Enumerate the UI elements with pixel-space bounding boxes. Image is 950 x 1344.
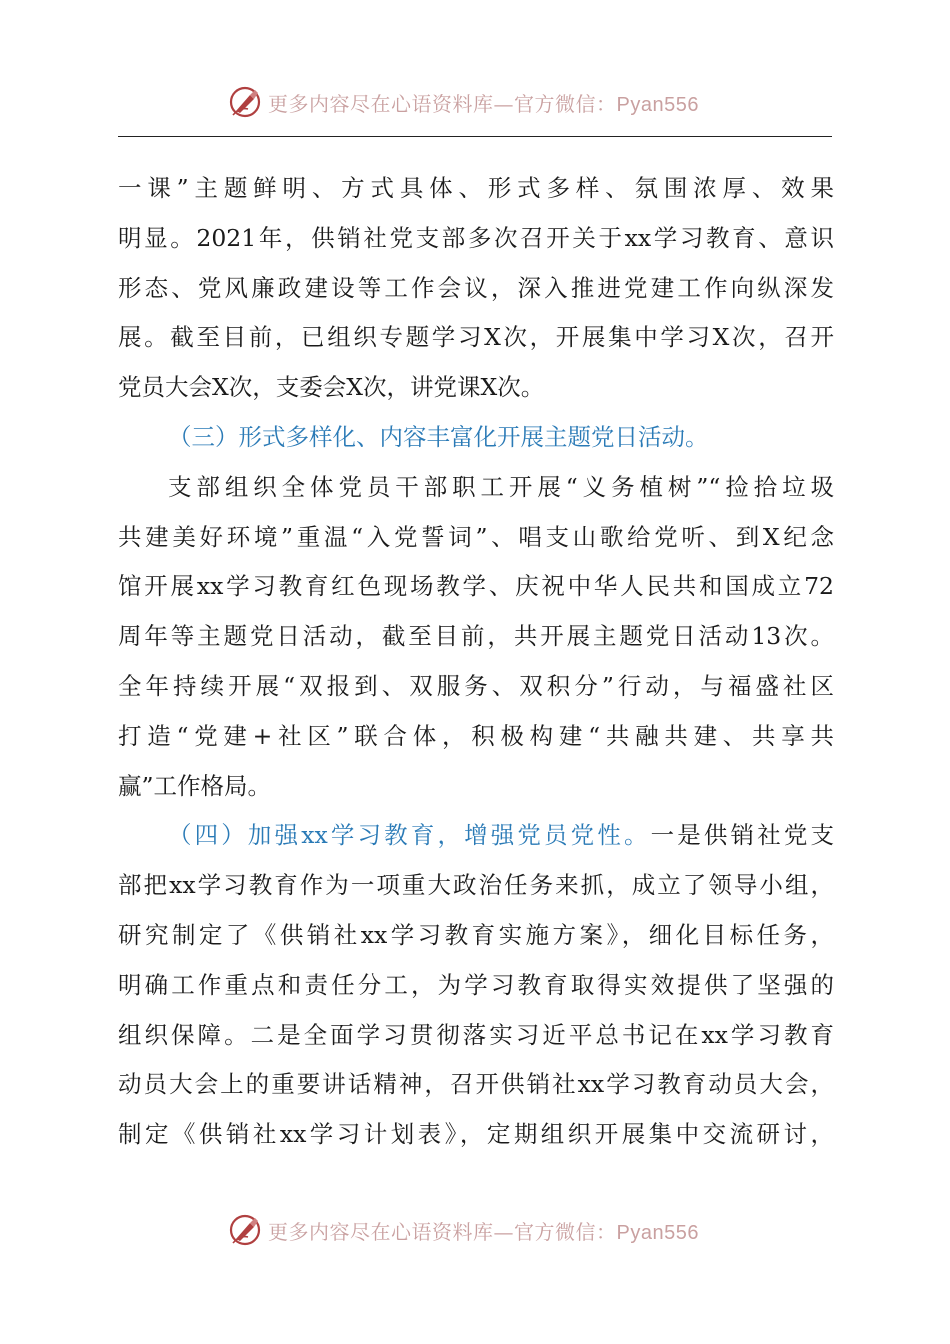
body-line: 制定《供销社xx学习计划表》，定期组织开展集中交流研讨， bbox=[118, 1120, 834, 1149]
footer-wechat-id: Pyan556 bbox=[616, 1221, 699, 1244]
header-banner bbox=[228, 82, 728, 122]
body-line: 部把xx学习教育作为一项重大政治任务来抓，成立了领导小组， bbox=[118, 871, 834, 900]
body-line: 组织保障。二是全面学习贯彻落实习近平总书记在xx学习教育 bbox=[118, 1020, 834, 1049]
body-line: 打造“党建+社区”联合体，积极构建“共融共建、共享共 bbox=[118, 721, 834, 750]
document-body bbox=[118, 164, 834, 1160]
body-line: 全年持续开展“双报到、双服务、双积分”行动，与福盛社区 bbox=[118, 671, 834, 700]
body-line: 展。截至目前，已组织专题学习X次，开展集中学习X次，召开 bbox=[118, 323, 834, 352]
header-wechat-id: Pyan556 bbox=[616, 93, 699, 116]
body-line: 明显。2021年，供销社党支部多次召开关于xx学习教育、意识 bbox=[118, 223, 834, 252]
body-line: 研究制定了《供销社xx学习教育实施方案》，细化目标任务， bbox=[118, 920, 834, 949]
body-line: 共建美好环境”重温“入党誓词”、唱支山歌给党听、到X纪念 bbox=[118, 522, 834, 551]
body-line: 明确工作重点和责任分工，为学习教育取得实效提供了坚强的 bbox=[118, 970, 834, 999]
body-line: 周年等主题党日活动，截至目前，共开展主题党日活动13次。 bbox=[118, 622, 834, 651]
header-banner-text: 更多内容尽在心语资料库—官方微信： bbox=[268, 91, 617, 116]
header-divider bbox=[118, 136, 832, 137]
section-heading-4: （四）加强xx学习教育，增强党员党性。 bbox=[168, 821, 651, 850]
body-line: 动员大会上的重要讲话精神，召开供销社xx学习教育动员大会， bbox=[118, 1070, 834, 1099]
pen-nib-logo-icon bbox=[228, 1213, 262, 1247]
section-heading-line bbox=[118, 811, 834, 861]
body-line: 党员大会X次，支委会X次，讲党课X次。 bbox=[118, 373, 545, 402]
body-line: 一课”主题鲜明、方式具体、形式多样、氛围浓厚、效果 bbox=[118, 174, 834, 202]
pen-nib-logo-icon bbox=[228, 85, 262, 119]
body-line: 形态、党风廉政建设等工作会议，深入推进党建工作向纵深发 bbox=[118, 273, 834, 302]
footer-banner-text: 更多内容尽在心语资料库—官方微信： bbox=[268, 1219, 617, 1244]
body-line: 馆开展xx学习教育红色现场教学、庆祝中华人民共和国成立72 bbox=[118, 572, 834, 601]
body-line-continuation: 一是供销社党支 bbox=[650, 821, 834, 850]
footer-banner bbox=[228, 1210, 728, 1250]
body-line: 赢”工作格局。 bbox=[118, 771, 272, 800]
section-heading-3: （三）形式多样化、内容丰富化开展主题党日活动。 bbox=[168, 422, 709, 451]
body-line: 支部组织全体党员干部职工开展“义务植树”“捡拾垃圾 bbox=[168, 472, 834, 501]
